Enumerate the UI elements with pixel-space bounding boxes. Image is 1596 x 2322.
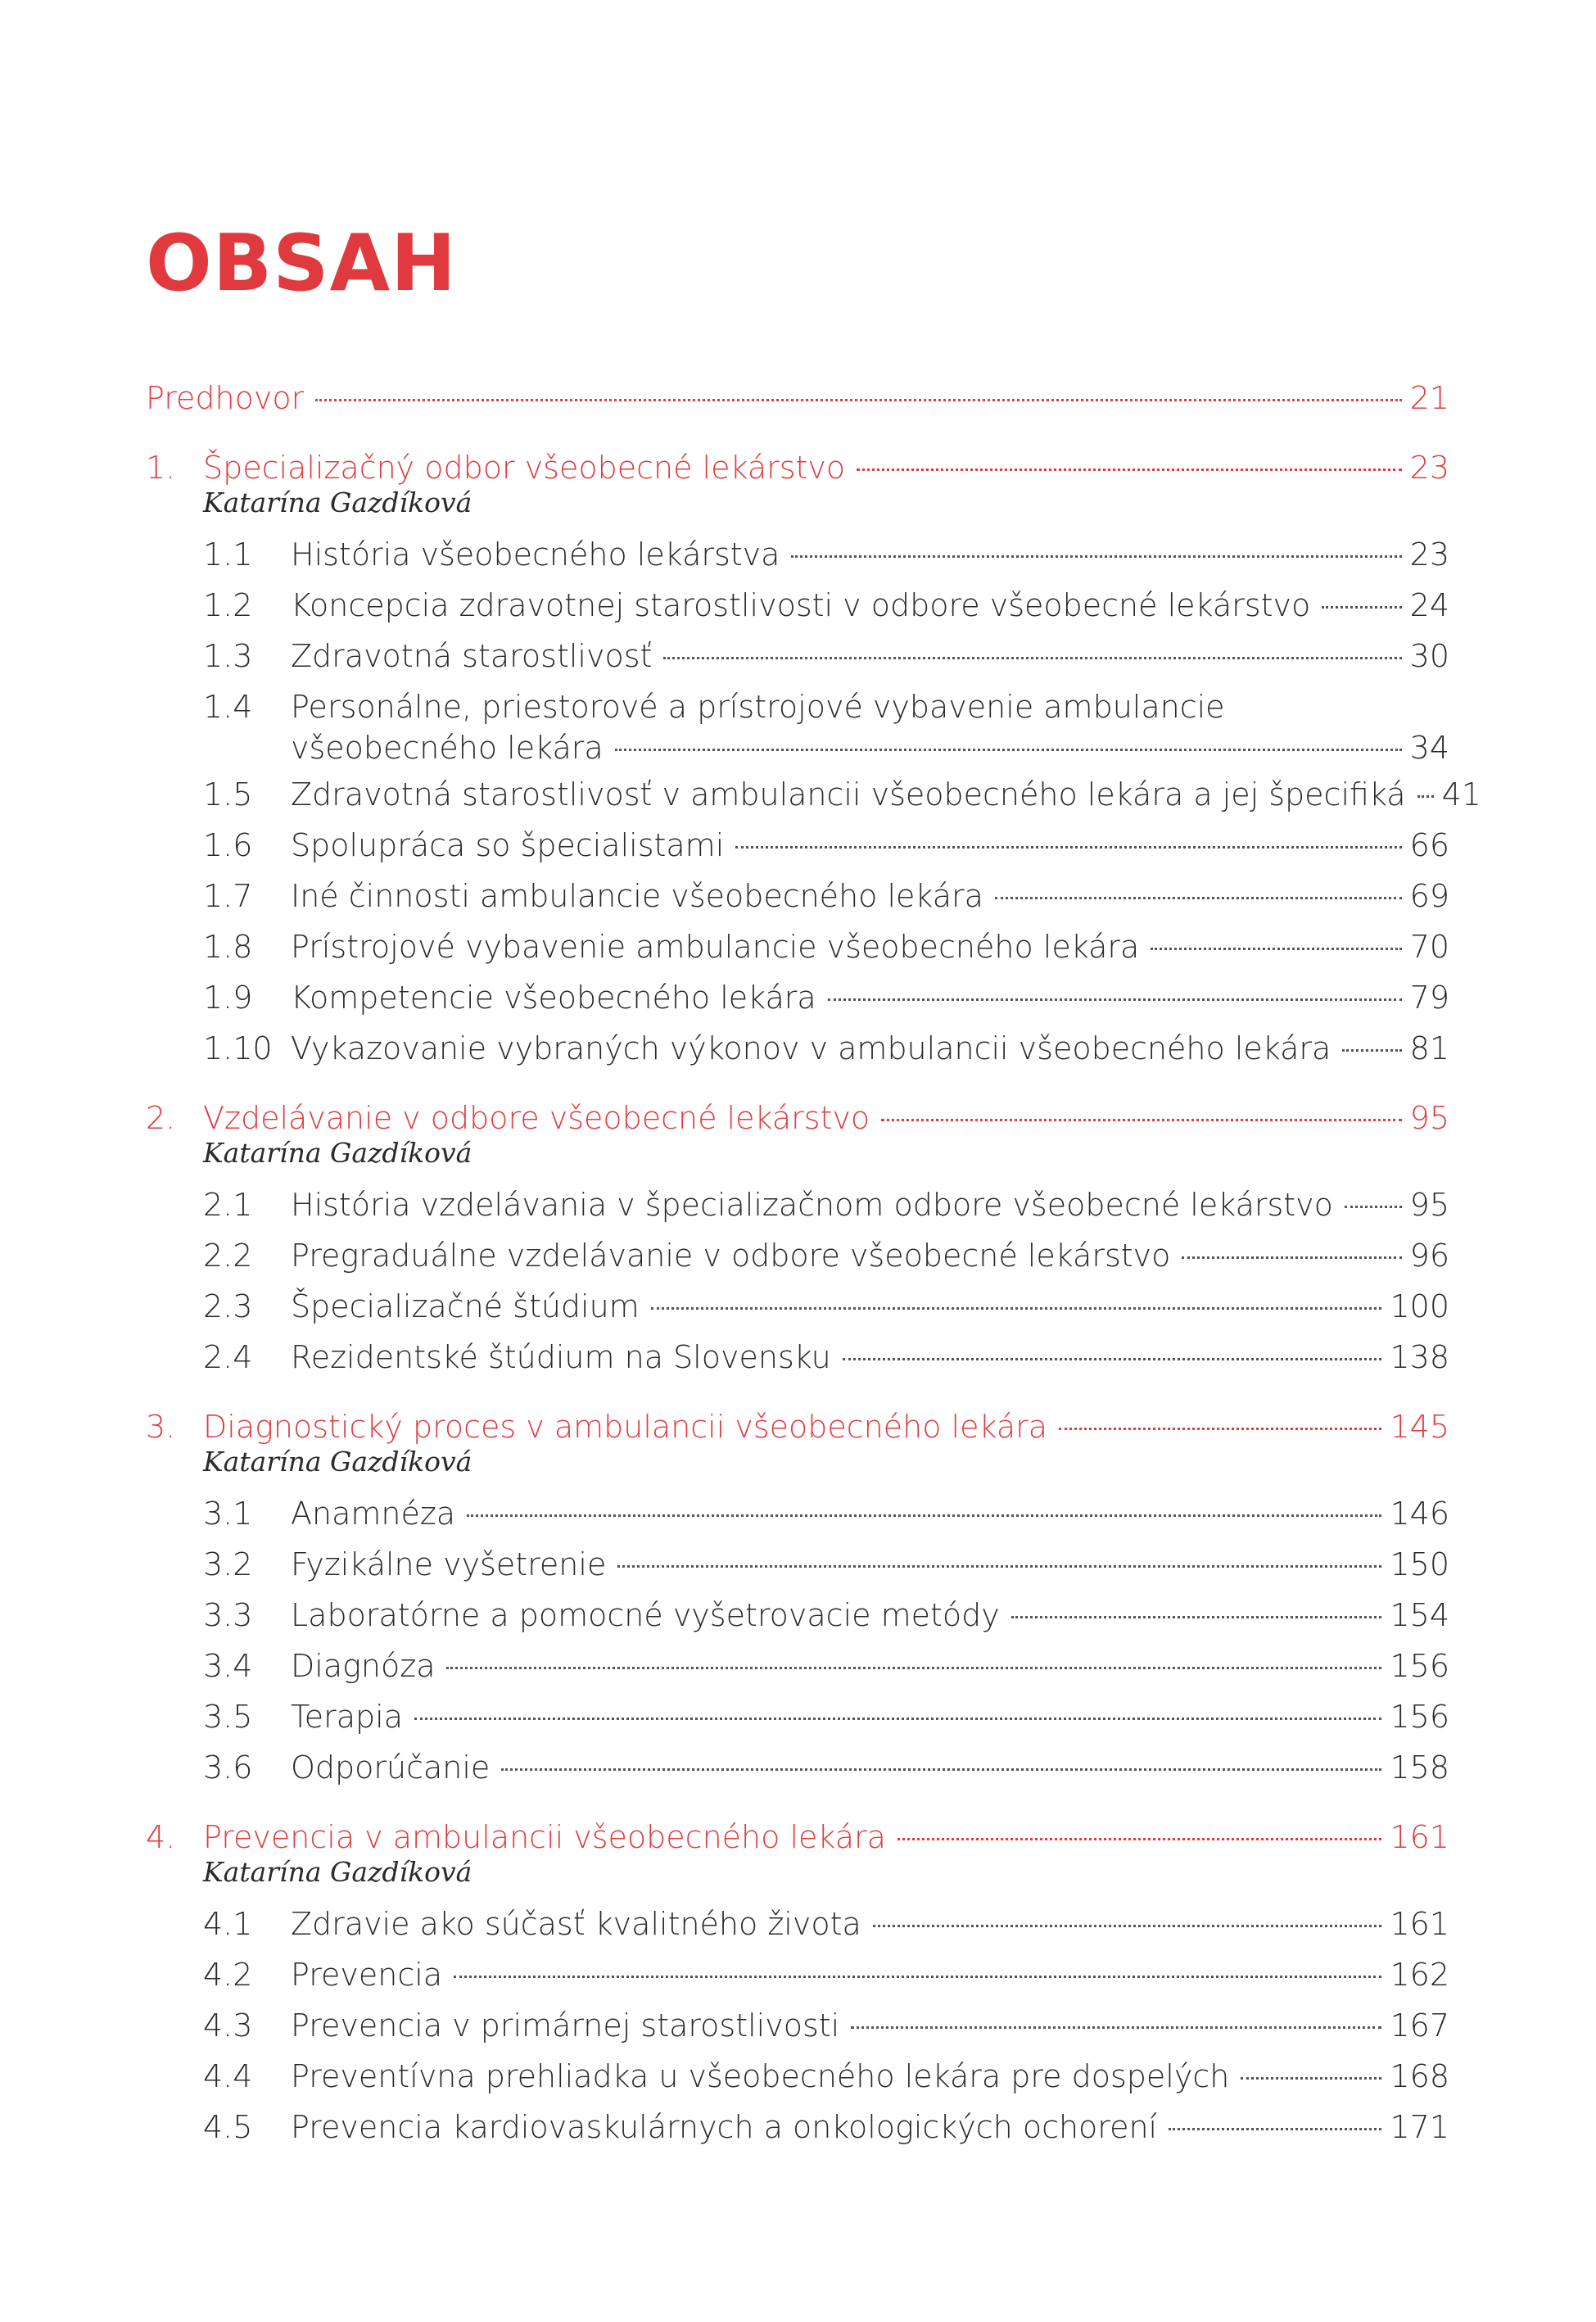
- dot-leader: [1182, 1256, 1401, 1259]
- section-page: 23: [1409, 536, 1449, 573]
- chapter-author: Katarína Gazdíková: [203, 1446, 472, 1478]
- dot-leader: [315, 399, 1401, 401]
- section-page: 100: [1390, 1288, 1449, 1324]
- toc-entry-page: 21: [1409, 380, 1449, 416]
- dot-leader: [1342, 1049, 1401, 1052]
- toc-section-2-1[interactable]: [146, 1179, 1449, 1230]
- section-number: 1.9: [203, 980, 253, 1016]
- section-page: 69: [1409, 878, 1449, 914]
- toc-section-1-5[interactable]: [146, 769, 1481, 820]
- chapter-author: Katarína Gazdíková: [203, 487, 472, 518]
- section-page: 138: [1390, 1339, 1449, 1375]
- section-number: 2.2: [203, 1238, 253, 1274]
- dot-leader: [454, 1976, 1381, 1978]
- section-number: 1.2: [203, 587, 253, 623]
- dot-leader: [1151, 948, 1401, 950]
- chapter-author: Katarína Gazdíková: [203, 1137, 472, 1169]
- section-number: 1.3: [203, 638, 253, 674]
- section-title: Prevencia v primárnej starostlivosti: [291, 2007, 840, 2044]
- section-title: Rezidentské štúdium na Slovensku: [291, 1339, 831, 1375]
- section-title: Laboratórne a pomocné vyšetrovacie metódy: [291, 1597, 1000, 1633]
- chapter-title: Špecializačný odbor všeobecné lekárstvo: [203, 450, 846, 486]
- section-title: Zdravie ako súčasť kvalitného života: [291, 1906, 861, 1942]
- section-title: Terapia: [291, 1699, 404, 1735]
- chapter-title: Prevencia v ambulancii všeobecného lekára: [203, 1819, 886, 1855]
- dot-leader: [857, 468, 1401, 471]
- section-title: Diagnóza: [291, 1648, 436, 1684]
- toc-section-1-8[interactable]: [146, 921, 1449, 972]
- section-number: 4.2: [203, 1957, 253, 1993]
- section-page: 167: [1390, 2007, 1449, 2044]
- section-title: Fyzikálne vyšetrenie: [291, 1546, 607, 1582]
- section-number: 2.1: [203, 1187, 253, 1223]
- toc-entry-preface[interactable]: [146, 373, 1449, 423]
- dot-leader: [1417, 795, 1434, 798]
- section-title: Vykazovanie vybraných výkonov v ambulancii všeobecného lekára: [291, 1030, 1332, 1066]
- chapter-title: Diagnostický proces v ambulancii všeobecného lekára: [203, 1409, 1048, 1445]
- section-page: 95: [1409, 1187, 1449, 1223]
- toc-section-1-6[interactable]: [146, 820, 1449, 871]
- section-page: 24: [1409, 587, 1449, 623]
- toc-section-4-1[interactable]: [146, 1899, 1449, 1949]
- table-of-contents: [146, 373, 1481, 2152]
- toc-chapter-2[interactable]: [146, 1093, 1449, 1143]
- dot-leader: [881, 1119, 1401, 1121]
- section-title: Kompetencie všeobecného lekára: [291, 980, 816, 1016]
- section-page: 156: [1390, 1699, 1449, 1735]
- section-title: Spolupráca so špecialistami: [291, 827, 725, 863]
- chapter-page: 145: [1390, 1409, 1449, 1445]
- chapter-number: 3.: [146, 1409, 176, 1445]
- dot-leader: [446, 1667, 1381, 1669]
- chapter-page: 95: [1409, 1100, 1449, 1136]
- section-number: 1.1: [203, 536, 253, 573]
- toc-section-3-1[interactable]: [146, 1488, 1449, 1539]
- section-number: 3.2: [203, 1546, 253, 1582]
- toc-section-2-2[interactable]: [146, 1230, 1449, 1281]
- section-number: 1.7: [203, 878, 253, 914]
- toc-section-2-3[interactable]: [146, 1281, 1449, 1332]
- section-title: Pregraduálne vzdelávanie v odbore všeobecné lekárstvo: [291, 1238, 1171, 1274]
- section-number: 4.1: [203, 1906, 253, 1942]
- dot-leader: [501, 1768, 1381, 1771]
- dot-leader: [828, 998, 1402, 1001]
- section-number: 1.4: [203, 689, 253, 725]
- section-page: 158: [1390, 1749, 1449, 1786]
- chapter-number: 4.: [146, 1819, 176, 1855]
- dot-leader: [1322, 606, 1401, 609]
- section-page: 30: [1409, 638, 1449, 674]
- toc-section-4-4[interactable]: [146, 2051, 1449, 2102]
- dot-leader: [995, 897, 1402, 899]
- toc-section-4-5[interactable]: [146, 2102, 1449, 2152]
- toc-section-4-2[interactable]: [146, 1949, 1449, 2000]
- toc-section-3-2[interactable]: [146, 1539, 1449, 1590]
- dot-leader: [663, 657, 1401, 659]
- section-number: 1.10: [203, 1030, 273, 1066]
- section-page: 171: [1390, 2109, 1449, 2145]
- toc-entry-title: Predhovor: [146, 380, 305, 416]
- section-page: 168: [1390, 2058, 1449, 2094]
- toc-section-1-3[interactable]: [146, 631, 1449, 681]
- dot-leader: [615, 749, 1402, 751]
- toc-section-1-9[interactable]: [146, 972, 1449, 1023]
- toc-chapter-1[interactable]: [146, 442, 1449, 493]
- toc-section-1-2[interactable]: [146, 580, 1449, 631]
- dot-leader: [735, 846, 1401, 849]
- dot-leader: [791, 555, 1401, 558]
- toc-section-3-6[interactable]: [146, 1742, 1449, 1793]
- chapter-number: 2.: [146, 1100, 176, 1136]
- section-page: 156: [1390, 1648, 1449, 1684]
- section-page: 41: [1441, 776, 1481, 812]
- dot-leader: [897, 1838, 1382, 1840]
- dot-leader: [1059, 1428, 1381, 1430]
- section-number: 3.6: [203, 1749, 253, 1786]
- chapter-number: 1.: [146, 450, 176, 486]
- section-page: 66: [1409, 827, 1449, 863]
- section-title: História vzdelávania v špecializačnom odbore všeobecné lekárstvo: [291, 1187, 1333, 1223]
- toc-section-3-4[interactable]: [146, 1641, 1449, 1691]
- toc-section-2-4[interactable]: [146, 1332, 1449, 1383]
- toc-section-1-10[interactable]: [146, 1023, 1449, 1074]
- section-title: Zdravotná starostlivosť: [291, 638, 653, 674]
- dot-leader: [1345, 1206, 1402, 1208]
- toc-section-1-1[interactable]: [146, 529, 1449, 580]
- dot-leader: [1241, 2077, 1381, 2080]
- dot-leader: [414, 1718, 1381, 1720]
- section-title: Prístrojové vybavenie ambulancie všeobecného lekára: [291, 929, 1140, 965]
- section-number: 1.8: [203, 929, 253, 965]
- toc-section-1-7[interactable]: [146, 871, 1449, 921]
- dot-leader: [1169, 2128, 1381, 2130]
- toc-page: [146, 0, 1481, 2322]
- section-page: 154: [1390, 1597, 1449, 1633]
- section-title: Zdravotná starostlivosť v ambulancii všeobecného lekára a jej špecifiká: [291, 776, 1406, 812]
- section-title: Preventívna prehliadka u všeobecného lekára pre dospelých: [291, 2058, 1230, 2094]
- chapter-author: Katarína Gazdíková: [203, 1856, 472, 1888]
- section-title: Špecializačné štúdium: [291, 1288, 640, 1324]
- dot-leader: [651, 1307, 1382, 1310]
- section-number: 4.5: [203, 2109, 253, 2145]
- page-title: OBSAH: [146, 219, 457, 309]
- dot-leader: [843, 1358, 1382, 1360]
- section-number: 1.5: [203, 776, 253, 812]
- toc-chapter-4[interactable]: [146, 1812, 1449, 1863]
- dot-leader: [617, 1565, 1381, 1568]
- section-number: 3.4: [203, 1648, 253, 1684]
- section-page: 34: [1409, 730, 1449, 766]
- dot-leader: [467, 1514, 1381, 1517]
- dot-leader: [1011, 1616, 1382, 1618]
- section-title: Anamnéza: [291, 1496, 456, 1532]
- section-number: 2.3: [203, 1288, 253, 1324]
- section-number: 4.3: [203, 2007, 253, 2044]
- chapter-page: 23: [1409, 450, 1449, 486]
- toc-section-1-4[interactable]: [146, 681, 1449, 769]
- section-page: 96: [1409, 1238, 1449, 1274]
- section-page: 150: [1390, 1546, 1449, 1582]
- section-title: Prevencia: [291, 1957, 443, 1993]
- section-number: 3.1: [203, 1496, 253, 1532]
- section-number: 3.5: [203, 1699, 253, 1735]
- toc-section-3-3[interactable]: [146, 1590, 1449, 1641]
- toc-section-4-3[interactable]: [146, 2000, 1449, 2051]
- section-title: Prevencia kardiovaskulárnych a onkologických ochorení: [291, 2109, 1158, 2145]
- section-page: 162: [1390, 1957, 1449, 1993]
- section-number: 4.4: [203, 2058, 253, 2094]
- section-title-line1: Personálne, priestorové a prístrojové vybavenie ambulancie: [291, 689, 1225, 725]
- section-page: 81: [1409, 1030, 1449, 1066]
- section-page: 70: [1409, 929, 1449, 965]
- chapter-title: Vzdelávanie v odbore všeobecné lekárstvo: [203, 1100, 870, 1136]
- toc-chapter-3[interactable]: [146, 1401, 1449, 1452]
- section-title: Odporúčanie: [291, 1749, 491, 1786]
- dot-leader: [851, 2026, 1381, 2029]
- section-number: 2.4: [203, 1339, 253, 1375]
- section-number: 3.3: [203, 1597, 253, 1633]
- section-title: História všeobecného lekárstva: [291, 536, 780, 573]
- section-title: Iné činnosti ambulancie všeobecného lekára: [291, 878, 983, 914]
- section-page: 161: [1390, 1906, 1449, 1942]
- section-title-line2: všeobecného lekára: [291, 730, 604, 766]
- chapter-page: 161: [1390, 1819, 1449, 1855]
- section-page: 146: [1390, 1496, 1449, 1532]
- section-title: Koncepcia zdravotnej starostlivosti v odbore všeobecné lekárstvo: [291, 587, 1311, 623]
- section-page: 79: [1409, 980, 1449, 1016]
- section-number: 1.6: [203, 827, 253, 863]
- dot-leader: [873, 1925, 1382, 1927]
- toc-section-3-5[interactable]: [146, 1691, 1449, 1742]
